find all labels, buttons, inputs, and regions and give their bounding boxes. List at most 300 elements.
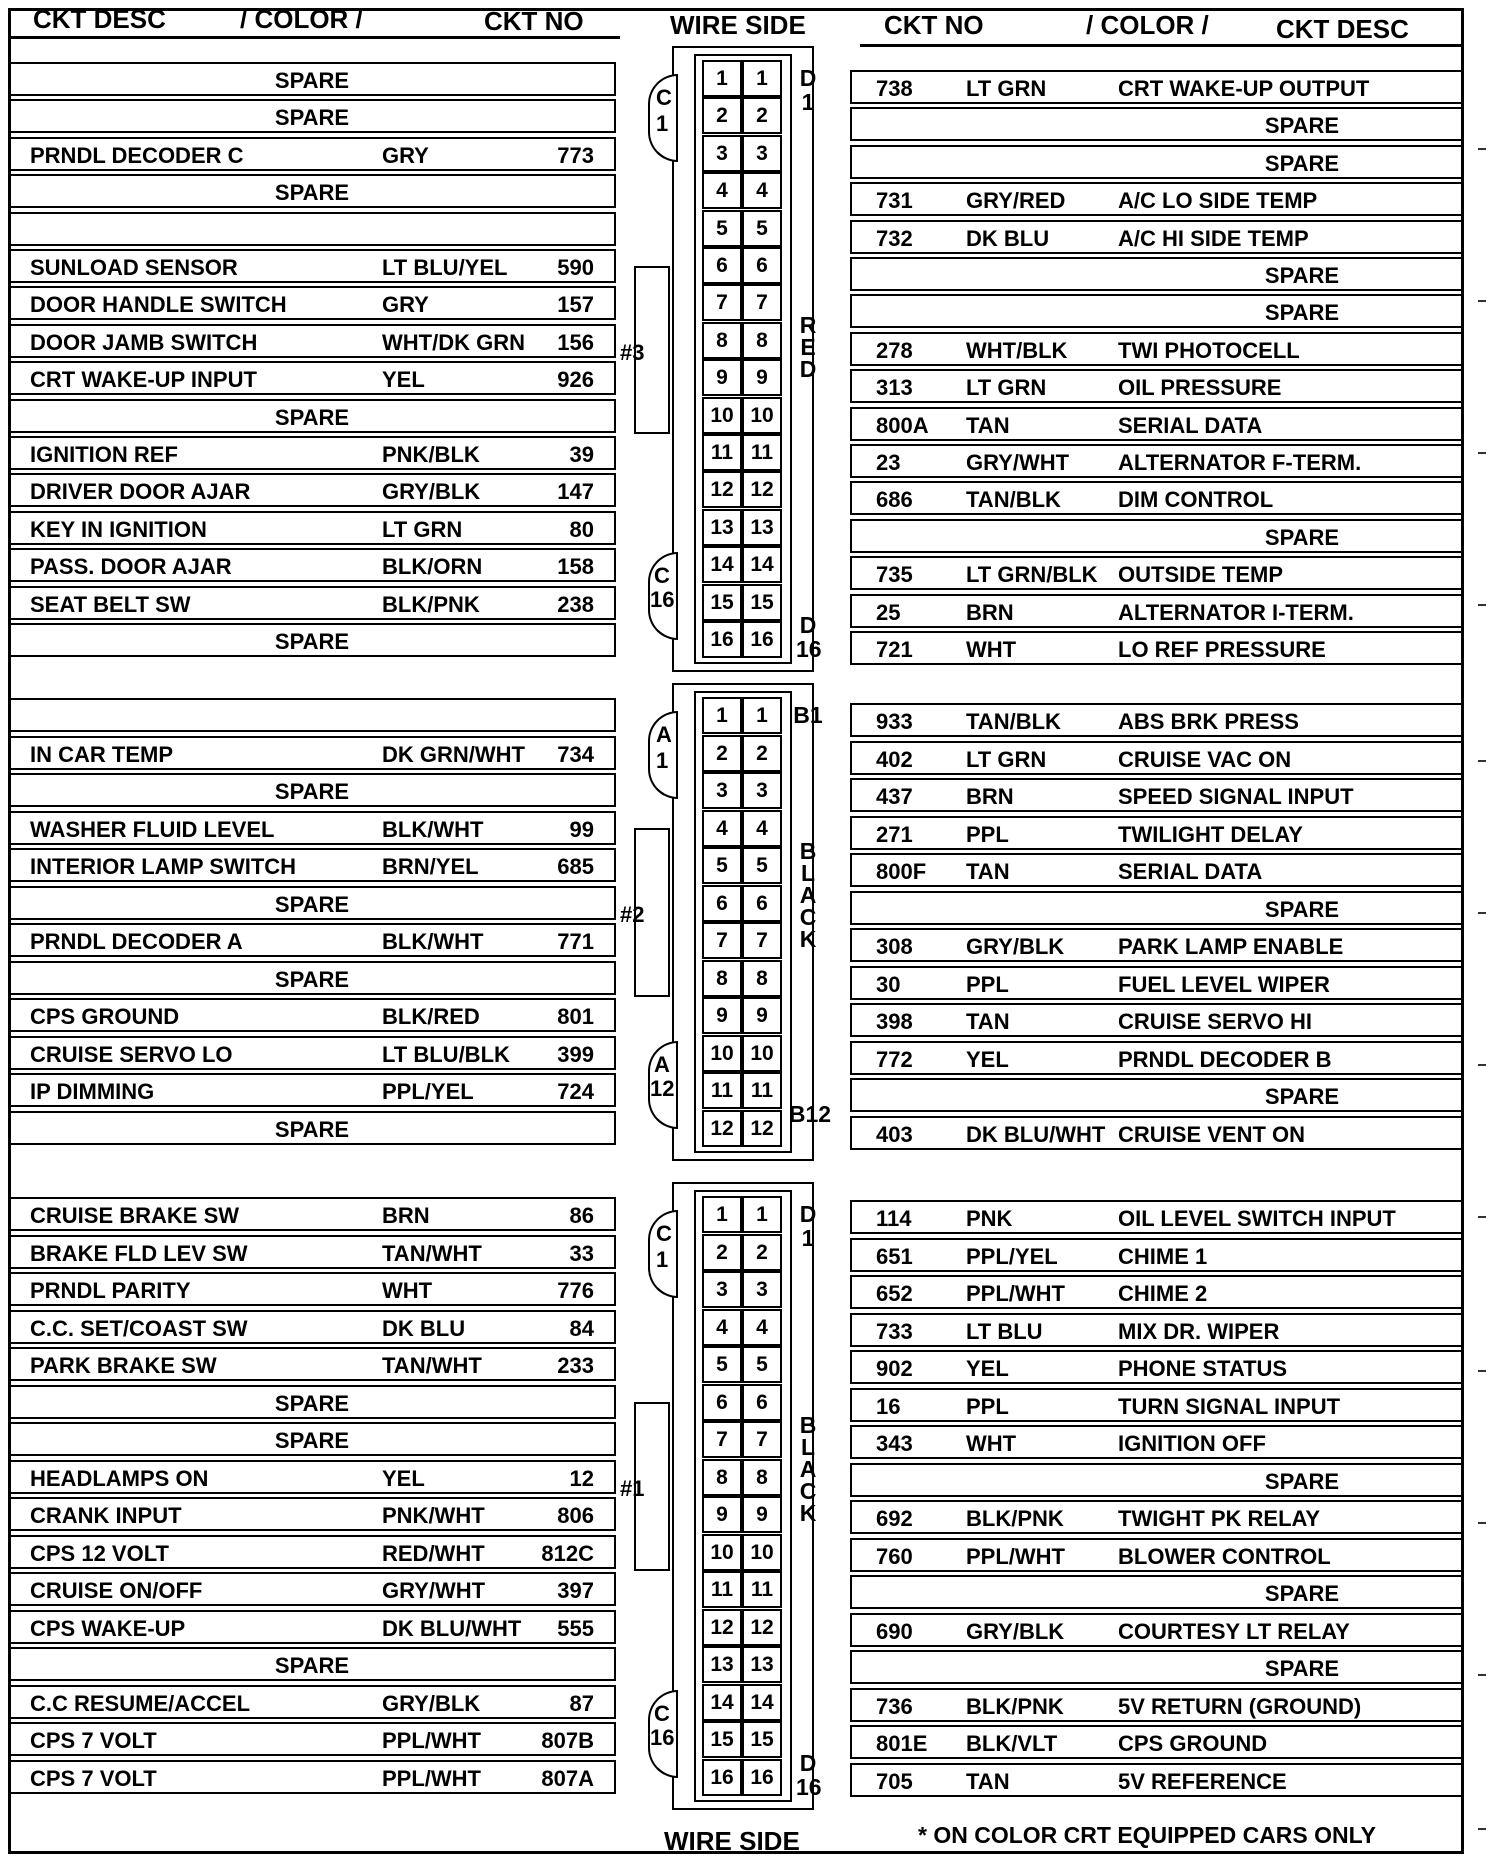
cavity-label-c-bottom: C [654, 563, 670, 588]
circuit-number: 16 [876, 1394, 901, 1419]
circuit-color: PPL [966, 822, 1009, 847]
circuit-desc: PARK LAMP ENABLE [1118, 934, 1344, 959]
circuit-color: DK BLU [966, 226, 1050, 251]
left-circuit-row [8, 961, 616, 995]
circuit-number: 590 [557, 255, 594, 280]
circuit-number: 801E [876, 1731, 928, 1756]
pin-cavity-c[interactable]: 4 [702, 172, 742, 209]
right-circuit-row [850, 1463, 1464, 1497]
circuit-number: 732 [876, 226, 913, 251]
circuit-desc: FUEL LEVEL WIPER [1118, 972, 1330, 997]
circuit-color: DK GRN/WHT [382, 742, 525, 767]
circuit-color: PPL/WHT [966, 1281, 1065, 1306]
cavity-label-d-bottom-num: 16 [796, 1774, 822, 1800]
pin-cavity-c[interactable]: 3 [702, 135, 742, 172]
right-circuit-row [850, 519, 1464, 553]
circuit-desc: SPARE [1264, 263, 1340, 288]
circuit-desc: LO REF PRESSURE [1118, 637, 1326, 662]
pin-cavity-d[interactable]: 5 [742, 1346, 782, 1383]
circuit-desc: CRUISE BRAKE SW [30, 1203, 240, 1228]
circuit-color: BLK/PNK [966, 1694, 1064, 1719]
pin-cavity-d[interactable]: 10 [742, 1534, 782, 1571]
pin-cavity-c[interactable]: 3 [702, 772, 742, 809]
circuit-number: 776 [557, 1278, 594, 1303]
circuit-color: GRY/WHT [966, 450, 1070, 475]
right-circuit-row [850, 1116, 1464, 1150]
connector-color-word: BLACK [799, 1412, 817, 1526]
circuit-color: WHT [382, 1278, 433, 1303]
wire-side-bottom: WIRE SIDE [664, 1826, 800, 1856]
circuit-desc: OIL LEVEL SWITCH INPUT [1118, 1206, 1396, 1231]
circuit-number: 651 [876, 1244, 913, 1269]
circuit-desc: PRNDL PARITY [30, 1278, 191, 1303]
circuit-desc: SPARE [274, 629, 350, 654]
circuit-color: GRY [382, 143, 429, 168]
circuit-color: GRY/RED [966, 188, 1066, 213]
pin-cavity-c[interactable]: 6 [702, 247, 742, 284]
pin-cavity-c[interactable]: 6 [702, 1384, 742, 1421]
right-circuit-row [850, 1425, 1464, 1459]
circuit-color: YEL [382, 1466, 425, 1491]
circuit-color: BLK/PNK [966, 1506, 1064, 1531]
pin-cavity-c[interactable]: 2 [702, 735, 742, 772]
right-circuit-row [850, 1650, 1464, 1684]
pin-cavity-c[interactable]: 9 [702, 359, 742, 396]
pin-cavity-c[interactable]: 5 [702, 1346, 742, 1383]
pin-cavity-c[interactable]: 9 [702, 997, 742, 1034]
left-circuit-row [8, 1535, 616, 1569]
left-circuit-row [8, 212, 616, 246]
circuit-number: 158 [557, 554, 594, 579]
pin-cavity-d[interactable]: 13 [742, 1646, 782, 1683]
pin-cavity-c[interactable]: 8 [702, 960, 742, 997]
circuit-color: YEL [966, 1047, 1009, 1072]
pin-cavity-c[interactable]: 13 [702, 1646, 742, 1683]
pin-cavity-c[interactable]: 7 [702, 284, 742, 321]
circuit-color: TAN/BLK [966, 709, 1061, 734]
pin-cavity-c[interactable]: 13 [702, 509, 742, 546]
circuit-desc: SPARE [274, 892, 350, 917]
margin-tick [1478, 1522, 1486, 1524]
circuit-number: 926 [557, 367, 594, 392]
circuit-number: 33 [569, 1241, 594, 1266]
circuit-desc: OUTSIDE TEMP [1118, 562, 1284, 587]
pin-cavity-d[interactable]: 4 [742, 1309, 782, 1346]
pin-cavity-d[interactable]: 15 [742, 584, 782, 621]
right-circuit-row [850, 1613, 1464, 1647]
circuit-number: 933 [876, 709, 913, 734]
cavity-label-d-top: D [799, 1201, 817, 1227]
pin-cavity-d[interactable]: 7 [742, 922, 782, 959]
pin-cavity-d[interactable]: 8 [742, 322, 782, 359]
circuit-number: 39 [569, 442, 594, 467]
circuit-desc: CPS GROUND [1118, 1731, 1268, 1756]
circuit-number: 685 [557, 854, 594, 879]
circuit-color: BRN [966, 784, 1014, 809]
left-circuit-row [8, 1385, 616, 1419]
circuit-desc: OIL PRESSURE [1118, 375, 1282, 400]
circuit-desc: CPS WAKE-UP [30, 1616, 186, 1641]
pin-cavity-d[interactable]: 3 [742, 772, 782, 809]
left-circuit-row [8, 1722, 616, 1756]
pin-cavity-d[interactable]: 9 [742, 1496, 782, 1533]
pin-cavity-d[interactable]: 5 [742, 210, 782, 247]
pin-cavity-d[interactable]: 16 [742, 1759, 782, 1796]
pin-cavity-d[interactable]: 2 [742, 97, 782, 134]
right-circuit-row [850, 891, 1464, 925]
circuit-desc: SERIAL DATA [1118, 413, 1263, 438]
pin-cavity-d[interactable]: 4 [742, 172, 782, 209]
pin-cavity-d[interactable]: 3 [742, 1271, 782, 1308]
circuit-desc: DOOR JAMB SWITCH [30, 330, 258, 355]
right-circuit-row [850, 1388, 1464, 1422]
circuit-desc: SUNLOAD SENSOR [30, 255, 238, 280]
left-circuit-row [8, 1685, 616, 1719]
right-circuit-row [850, 928, 1464, 962]
circuit-number: 772 [876, 1047, 913, 1072]
circuit-desc: SPARE [274, 105, 350, 130]
circuit-color: TAN/WHT [382, 1241, 482, 1266]
margin-tick [1478, 1064, 1486, 1066]
circuit-number: 147 [557, 479, 594, 504]
circuit-number: 403 [876, 1122, 913, 1147]
left-circuit-row [8, 399, 616, 433]
circuit-color: PNK [966, 1206, 1013, 1231]
circuit-desc: SPARE [274, 1428, 350, 1453]
left-header-rule [8, 36, 620, 39]
right-circuit-row [850, 1078, 1464, 1112]
right-circuit-row [850, 594, 1464, 628]
pin-cavity-c[interactable]: 15 [702, 1721, 742, 1758]
circuit-number: 87 [569, 1691, 594, 1716]
circuit-desc: BLOWER CONTROL [1118, 1544, 1331, 1569]
right-circuit-row [850, 631, 1464, 665]
circuit-desc: ALTERNATOR I-TERM. [1118, 600, 1354, 625]
pin-cavity-d[interactable]: 2 [742, 1234, 782, 1271]
circuit-desc: CRT WAKE-UP OUTPUT [1118, 76, 1370, 101]
pin-cavity-c[interactable]: 3 [702, 1271, 742, 1308]
left-circuit-row [8, 1460, 616, 1494]
circuit-desc: KEY IN IGNITION [30, 517, 207, 542]
left-circuit-row [8, 923, 616, 957]
circuit-number: 271 [876, 822, 913, 847]
right-circuit-row [850, 407, 1464, 441]
pin-cavity-d[interactable]: 10 [742, 1035, 782, 1072]
circuit-color: BLK/ORN [382, 554, 483, 579]
circuit-desc: SPARE [274, 1391, 350, 1416]
margin-tick [1478, 912, 1486, 914]
pin-cavity-c[interactable]: 10 [702, 1035, 742, 1072]
left-circuit-row [8, 1235, 616, 1269]
circuit-desc: C.C RESUME/ACCEL [30, 1691, 251, 1716]
left-circuit-row [8, 174, 616, 208]
wire-side-top: WIRE SIDE [670, 10, 806, 40]
circuit-number: 807A [541, 1766, 594, 1791]
left-circuit-row [8, 1610, 616, 1644]
circuit-color: LT BLU [966, 1319, 1043, 1344]
right-header-rule [860, 44, 1464, 47]
cavity-label-c-bottom-num: 16 [650, 587, 675, 612]
pin-cavity-c[interactable]: 2 [702, 1234, 742, 1271]
circuit-desc: CRANK INPUT [30, 1503, 182, 1528]
pin-cavity-c[interactable]: 10 [702, 397, 742, 434]
right-circuit-row [850, 1763, 1464, 1797]
right-circuit-row [850, 182, 1464, 216]
pin-cavity-d[interactable]: 13 [742, 509, 782, 546]
pin-cavity-d[interactable]: 7 [742, 284, 782, 321]
cavity-label-c-top-num: 1 [656, 1247, 669, 1272]
right-circuit-row [850, 1003, 1464, 1037]
pin-cavity-d[interactable]: 7 [742, 1421, 782, 1458]
circuit-desc: 5V REFERENCE [1118, 1769, 1287, 1794]
pin-cavity-d[interactable]: 6 [742, 247, 782, 284]
circuit-desc: SERIAL DATA [1118, 859, 1263, 884]
circuit-desc: CHIME 2 [1118, 1281, 1208, 1306]
pin-cavity-c[interactable]: 7 [702, 1421, 742, 1458]
pin-cavity-c[interactable]: 14 [702, 1684, 742, 1721]
circuit-number: 686 [876, 487, 913, 512]
pin-cavity-d[interactable]: 6 [742, 1384, 782, 1421]
circuit-desc: SPARE [1264, 897, 1340, 922]
left-header-ckt-no: CKT NO [484, 6, 584, 36]
pin-cavity-c[interactable]: 11 [702, 1072, 742, 1109]
circuit-color: PPL [966, 1394, 1009, 1419]
left-circuit-row [8, 698, 616, 732]
right-circuit-row [850, 257, 1464, 291]
pin-cavity-d[interactable]: 9 [742, 359, 782, 396]
pin-cavity-c[interactable]: 1 [702, 1196, 742, 1233]
circuit-color: LT GRN [966, 375, 1047, 400]
pin-cavity-d[interactable]: 12 [742, 1110, 782, 1147]
circuit-number: 902 [876, 1356, 913, 1381]
circuit-number: 801 [557, 1004, 594, 1029]
circuit-color: GRY/BLK [966, 934, 1065, 959]
margin-tick [1478, 604, 1486, 606]
margin-tick [1478, 1828, 1486, 1830]
pin-cavity-d[interactable]: 11 [742, 1571, 782, 1608]
circuit-desc: A/C HI SIDE TEMP [1118, 226, 1309, 251]
circuit-number: 733 [876, 1319, 913, 1344]
circuit-desc: SPARE [1264, 300, 1340, 325]
pin-cavity-d[interactable]: 15 [742, 1721, 782, 1758]
circuit-number: 399 [557, 1042, 594, 1067]
circuit-number: 760 [876, 1544, 913, 1569]
circuit-color: GRY/BLK [382, 1691, 481, 1716]
circuit-number: 12 [569, 1466, 594, 1491]
left-circuit-row [8, 848, 616, 882]
circuit-desc: SPARE [274, 1653, 350, 1678]
circuit-color: GRY/BLK [966, 1619, 1065, 1644]
pin-cavity-d[interactable]: 4 [742, 810, 782, 847]
pin-cavity-d[interactable]: 10 [742, 397, 782, 434]
circuit-color: LT GRN [966, 747, 1047, 772]
circuit-number: 156 [557, 330, 594, 355]
footnote: * ON COLOR CRT EQUIPPED CARS ONLY [918, 1822, 1376, 1848]
circuit-desc: MIX DR. WIPER [1118, 1319, 1280, 1344]
left-circuit-row [8, 1111, 616, 1145]
left-circuit-row [8, 99, 616, 133]
connector-id: #1 [620, 1476, 645, 1501]
right-circuit-row [850, 369, 1464, 403]
cavity-label-d-bottom: B12 [788, 1101, 832, 1127]
pin-cavity-c[interactable]: 8 [702, 1459, 742, 1496]
circuit-number: 736 [876, 1694, 913, 1719]
pin-cavity-c[interactable]: 16 [702, 1759, 742, 1796]
circuit-desc: CPS GROUND [30, 1004, 180, 1029]
pin-cavity-c[interactable]: 7 [702, 922, 742, 959]
circuit-number: 23 [876, 450, 901, 475]
circuit-desc: CHIME 1 [1118, 1244, 1208, 1269]
left-circuit-row [8, 1422, 616, 1456]
margin-tick [1478, 1370, 1486, 1372]
pin-cavity-c[interactable]: 6 [702, 885, 742, 922]
circuit-color: DK BLU/WHT [966, 1122, 1106, 1147]
cavity-label-d-bottom: D [799, 1750, 817, 1776]
pin-cavity-c[interactable]: 14 [702, 546, 742, 583]
circuit-desc: SPARE [1264, 151, 1340, 176]
cavity-label-c-bottom: A [654, 1052, 670, 1077]
circuit-color: PPL/WHT [966, 1544, 1065, 1569]
left-header-color: / COLOR / [240, 4, 363, 34]
pin-cavity-d[interactable]: 14 [742, 1684, 782, 1721]
pin-cavity-d[interactable]: 1 [742, 60, 782, 97]
pin-cavity-c[interactable]: 10 [702, 1534, 742, 1571]
pin-cavity-c[interactable]: 8 [702, 322, 742, 359]
pin-cavity-d[interactable]: 9 [742, 997, 782, 1034]
circuit-desc: CPS 7 VOLT [30, 1728, 157, 1753]
pin-cavity-d[interactable]: 3 [742, 135, 782, 172]
circuit-color: LT GRN [382, 517, 463, 542]
pin-cavity-c[interactable]: 1 [702, 697, 742, 734]
circuit-color: DK BLU/WHT [382, 1616, 522, 1641]
pin-cavity-c[interactable]: 12 [702, 1110, 742, 1147]
circuit-number: 731 [876, 188, 913, 213]
left-circuit-row [8, 1310, 616, 1344]
pin-cavity-d[interactable]: 8 [742, 960, 782, 997]
pin-cavity-d[interactable]: 12 [742, 1609, 782, 1646]
pin-cavity-c[interactable]: 4 [702, 1309, 742, 1346]
pin-cavity-d[interactable]: 1 [742, 697, 782, 734]
circuit-desc: ALTERNATOR F-TERM. [1118, 450, 1362, 475]
circuit-color: TAN/WHT [382, 1353, 482, 1378]
pin-cavity-d[interactable]: 11 [742, 434, 782, 471]
circuit-number: 84 [569, 1316, 594, 1341]
right-circuit-row [850, 294, 1464, 328]
connector-color-word: BLACK [799, 838, 817, 952]
pin-cavity-c[interactable]: 9 [702, 1496, 742, 1533]
pin-cavity-c[interactable]: 5 [702, 210, 742, 247]
circuit-number: 437 [876, 784, 913, 809]
circuit-desc: PARK BRAKE SW [30, 1353, 217, 1378]
circuit-desc: PRNDL DECODER A [30, 929, 243, 954]
circuit-number: 800F [876, 859, 927, 884]
connector-id: #2 [620, 902, 645, 927]
cavity-label-c-top: A [656, 722, 672, 747]
circuit-color: WHT [966, 1431, 1017, 1456]
pin-cavity-c[interactable]: 2 [702, 97, 742, 134]
right-circuit-row [850, 1538, 1464, 1572]
right-circuit-row [850, 1575, 1464, 1609]
pin-cavity-d[interactable]: 6 [742, 885, 782, 922]
left-circuit-row [8, 1760, 616, 1794]
pin-cavity-d[interactable]: 5 [742, 847, 782, 884]
circuit-desc: SPARE [1264, 113, 1340, 138]
circuit-number: 80 [569, 517, 594, 542]
circuit-number: 773 [557, 143, 594, 168]
right-circuit-row [850, 1238, 1464, 1272]
circuit-desc: WASHER FLUID LEVEL [30, 817, 275, 842]
pin-cavity-c[interactable]: 15 [702, 584, 742, 621]
circuit-desc: SPARE [1264, 1084, 1340, 1109]
left-circuit-row [8, 548, 616, 582]
circuit-desc: 5V RETURN (GROUND) [1118, 1694, 1362, 1719]
left-circuit-row [8, 137, 616, 171]
circuit-color: TAN [966, 1769, 1010, 1794]
circuit-desc: SPARE [274, 779, 350, 804]
pin-cavity-d[interactable]: 1 [742, 1196, 782, 1233]
margin-tick [1478, 1216, 1486, 1218]
circuit-desc: SPARE [1264, 1656, 1340, 1681]
pin-cavity-c[interactable]: 16 [702, 621, 742, 658]
pin-cavity-c[interactable]: 4 [702, 810, 742, 847]
circuit-color: BLK/RED [382, 1004, 480, 1029]
pin-cavity-c[interactable]: 11 [702, 1571, 742, 1608]
circuit-desc: INTERIOR LAMP SWITCH [30, 854, 297, 879]
circuit-number: 397 [557, 1578, 594, 1603]
pin-cavity-d[interactable]: 14 [742, 546, 782, 583]
circuit-color: TAN [966, 859, 1010, 884]
circuit-color: LT BLU/BLK [382, 1042, 510, 1067]
cavity-label-d-bottom: D [799, 612, 817, 638]
right-circuit-row [850, 1275, 1464, 1309]
circuit-color: BLK/WHT [382, 817, 484, 842]
pin-cavity-d[interactable]: 11 [742, 1072, 782, 1109]
pin-cavity-c[interactable]: 1 [702, 60, 742, 97]
margin-tick [1478, 1674, 1486, 1676]
circuit-desc: IGNITION REF [30, 442, 178, 467]
left-circuit-row [8, 736, 616, 770]
pin-cavity-d[interactable]: 16 [742, 621, 782, 658]
pin-cavity-d[interactable]: 2 [742, 735, 782, 772]
left-circuit-row [8, 361, 616, 395]
right-circuit-row [850, 220, 1464, 254]
pin-cavity-c[interactable]: 12 [702, 471, 742, 508]
right-circuit-row [850, 332, 1464, 366]
circuit-color: LT BLU/YEL [382, 255, 508, 280]
pin-cavity-d[interactable]: 8 [742, 1459, 782, 1496]
circuit-number: 555 [557, 1616, 594, 1641]
left-circuit-row [8, 998, 616, 1032]
left-circuit-row [8, 249, 616, 283]
circuit-desc: IP DIMMING [30, 1079, 155, 1104]
pin-cavity-c[interactable]: 12 [702, 1609, 742, 1646]
circuit-desc: PASS. DOOR AJAR [30, 554, 232, 579]
circuit-color: BLK/PNK [382, 592, 480, 617]
pin-cavity-d[interactable]: 12 [742, 471, 782, 508]
pin-cavity-c[interactable]: 11 [702, 434, 742, 471]
circuit-desc: CRUISE ON/OFF [30, 1578, 203, 1603]
pin-cavity-c[interactable]: 5 [702, 847, 742, 884]
circuit-desc: SPARE [274, 405, 350, 430]
left-circuit-row [8, 886, 616, 920]
cavity-label-c-top: C [656, 85, 672, 110]
circuit-number: 724 [557, 1079, 594, 1104]
circuit-number: 25 [876, 600, 901, 625]
circuit-desc: SPARE [274, 1117, 350, 1142]
circuit-color: BRN [382, 1203, 430, 1228]
right-circuit-row [850, 1041, 1464, 1075]
left-circuit-row [8, 586, 616, 620]
